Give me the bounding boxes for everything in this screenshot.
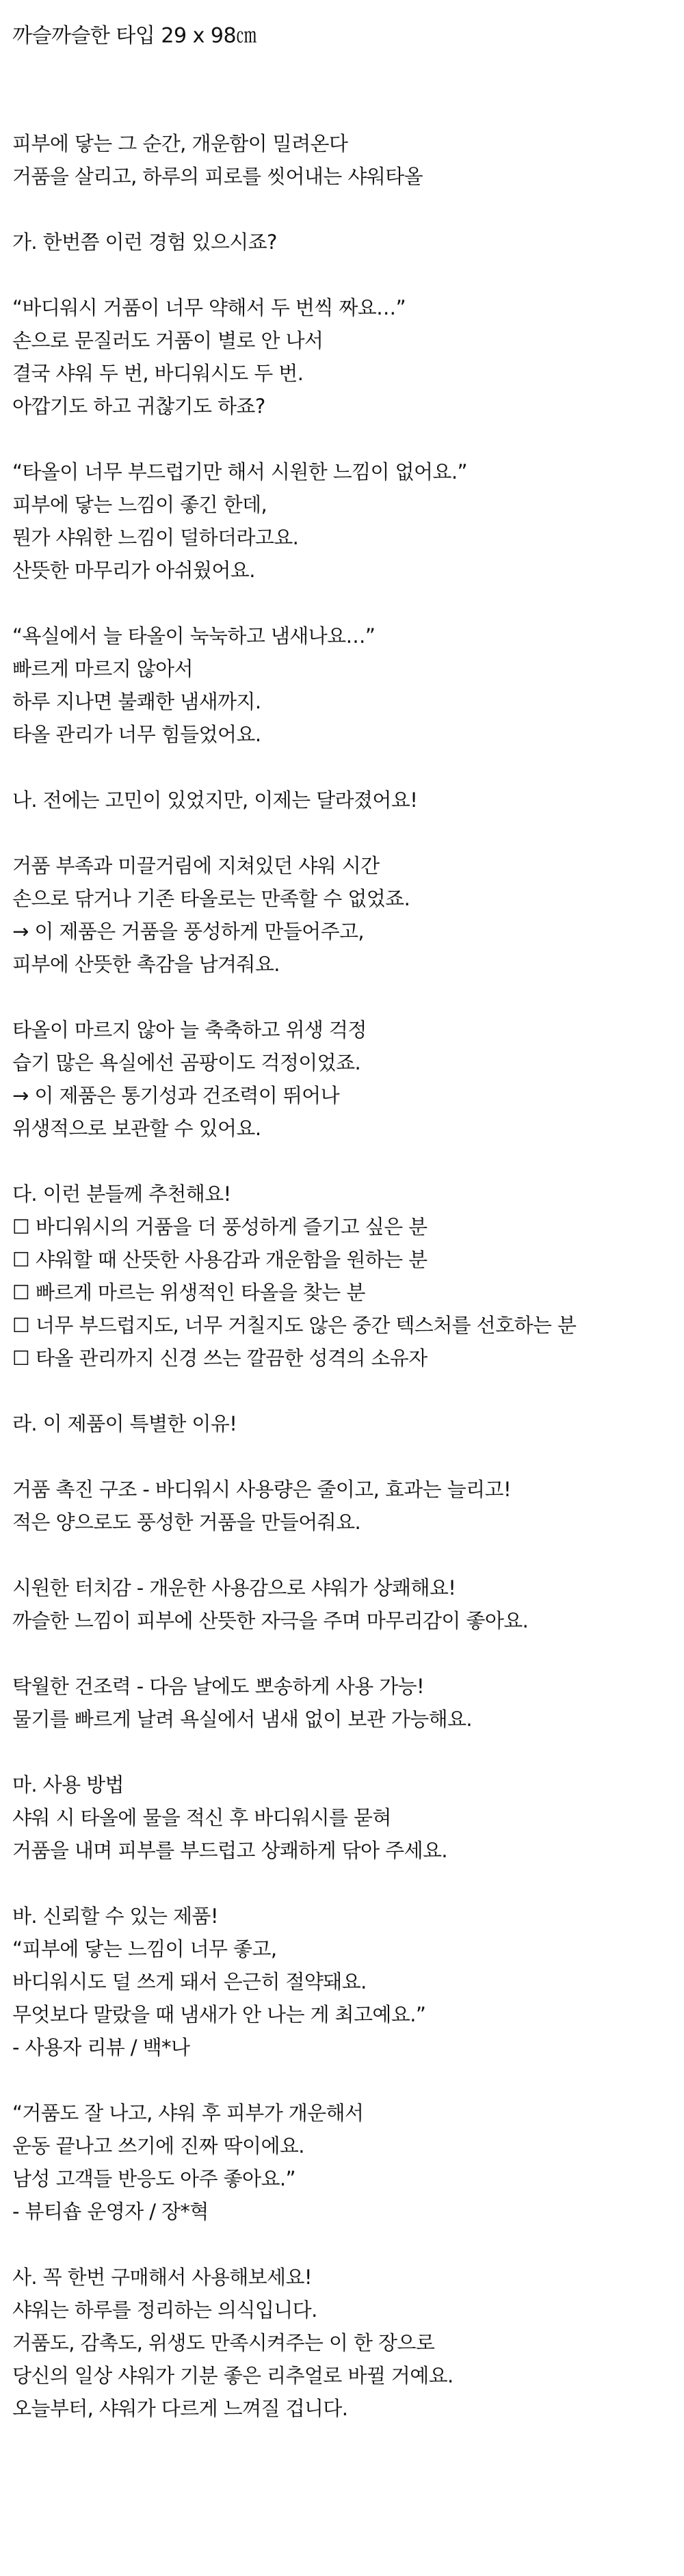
- text-line: 다. 이런 분들께 추천해요!: [12, 1182, 231, 1206]
- text-line: ☐ 너무 부드럽지도, 너무 거칠지도 않은 중간 텍스처를 선호하는 분: [12, 1314, 577, 1337]
- text-line: 거품 부족과 미끌거림에 지쳐있던 샤워 시간: [12, 854, 380, 877]
- product-title: 까슬까슬한 타입 29 x 98㎝: [12, 24, 256, 48]
- text-line: ☐ 빠르게 마르는 위생적인 타올을 찾는 분: [12, 1281, 365, 1304]
- text-line: 피부에 닿는 그 순간, 개운함이 밀려온다: [12, 132, 348, 155]
- text-line: 타올이 마르지 않아 늘 축축하고 위생 걱정: [12, 1018, 367, 1041]
- text-line: 위생적으로 보관할 수 있어요.: [12, 1117, 261, 1140]
- text-line: 습기 많은 욕실에선 곰팡이도 걱정이었죠.: [12, 1051, 361, 1074]
- text-line: “타올이 너무 부드럽기만 해서 시원한 느낌이 없어요.”: [12, 460, 467, 483]
- text-line: → 이 제품은 거품을 풍성하게 만들어주고,: [12, 920, 365, 943]
- text-line: 뭔가 샤워한 느낌이 덜하더라고요.: [12, 526, 299, 549]
- text-line: 결국 샤워 두 번, 바디워시도 두 번.: [12, 362, 304, 385]
- text-line: “바디워시 거품이 너무 약해서 두 번씩 짜요…”: [12, 296, 406, 319]
- text-line: 마. 사용 방법: [12, 1773, 124, 1796]
- text-line: 당신의 일상 샤워가 기분 좋은 리추얼로 바뀔 거예요.: [12, 2364, 453, 2387]
- text-line: → 이 제품은 통기성과 건조력이 뛰어나: [12, 1084, 340, 1107]
- text-line: ☐ 타올 관리까지 신경 쓰는 깔끔한 성격의 소유자: [12, 1346, 428, 1370]
- text-line: 손으로 닦거나 기존 타올로는 만족할 수 없었죠.: [12, 887, 410, 910]
- text-line: 바. 신뢰할 수 있는 제품!: [12, 1904, 218, 1928]
- text-line: 적은 양으로도 풍성한 거품을 만들어줘요.: [12, 1511, 361, 1534]
- text-line: ☐ 바디워시의 거품을 더 풍성하게 즐기고 싶은 분: [12, 1215, 428, 1238]
- text-line: 산뜻한 마무리가 아쉬웠어요.: [12, 559, 255, 582]
- text-line: 무엇보다 말랐을 때 냄새가 안 나는 게 최고예요.”: [12, 2003, 426, 2026]
- text-line: 시원한 터치감 - 개운한 사용감으로 샤워가 상쾌해요!: [12, 1576, 456, 1599]
- text-line: 타올 관리가 너무 힘들었어요.: [12, 723, 261, 746]
- text-line: 사. 꼭 한번 구매해서 사용해보세요!: [12, 2266, 312, 2289]
- text-line: 오늘부터, 샤워가 다르게 느껴질 겁니다.: [12, 2397, 348, 2420]
- text-line: “거품도 잘 나고, 샤워 후 피부가 개운해서: [12, 2101, 364, 2125]
- text-line: 샤워 시 타올에 물을 적신 후 바디워시를 묻혀: [12, 1806, 391, 1829]
- text-line: 탁월한 건조력 - 다음 날에도 뽀송하게 사용 가능!: [12, 1675, 425, 1698]
- text-line: 손으로 문질러도 거품이 별로 안 나서: [12, 329, 324, 352]
- text-line: 피부에 닿는 느낌이 좋긴 한데,: [12, 493, 267, 516]
- text-line: ☐ 샤워할 때 산뜻한 사용감과 개운함을 원하는 분: [12, 1248, 428, 1271]
- text-line: 거품 촉진 구조 - 바디워시 사용량은 줄이고, 효과는 늘리고!: [12, 1478, 511, 1501]
- text-line: 운동 끝나고 쓰기에 진짜 딱이에요.: [12, 2134, 304, 2157]
- text-line: 거품도, 감촉도, 위생도 만족시켜주는 이 한 장으로: [12, 2331, 435, 2354]
- text-line: 라. 이 제품이 특별한 이유!: [12, 1412, 237, 1435]
- text-line: “피부에 닿는 느낌이 너무 좋고,: [12, 1937, 277, 1961]
- text-line: 가. 한번쯤 이런 경험 있으시죠?: [12, 230, 277, 254]
- text-line: 나. 전에는 고민이 있었지만, 이제는 달라졌어요!: [12, 788, 418, 812]
- text-line: 샤워는 하루를 정리하는 의식입니다.: [12, 2298, 317, 2322]
- text-line: 아깝기도 하고 귀찮기도 하죠?: [12, 395, 265, 418]
- text-line: 거품을 내며 피부를 부드럽고 상쾌하게 닦아 주세요.: [12, 1839, 448, 1862]
- text-line: 피부에 산뜻한 촉감을 남겨줘요.: [12, 953, 280, 976]
- text-line: 물기를 빠르게 날려 욕실에서 냄새 없이 보관 가능해요.: [12, 1708, 473, 1731]
- text-line: 하루 지나면 불쾌한 냄새까지.: [12, 690, 261, 713]
- text-line: 바디워시도 덜 쓰게 돼서 은근히 절약돼요.: [12, 1970, 367, 1993]
- text-line: - 사용자 리뷰 / 백*나: [12, 2036, 190, 2059]
- text-line: 거품을 살리고, 하루의 피로를 씻어내는 샤워타올: [12, 165, 423, 188]
- text-line: “욕실에서 늘 타올이 눅눅하고 냄새나요…”: [12, 624, 376, 648]
- text-line: 빠르게 마르지 않아서: [12, 657, 193, 680]
- text-line: 까슬한 느낌이 피부에 산뜻한 자극을 주며 마무리감이 좋아요.: [12, 1609, 529, 1632]
- text-line: - 뷰티숍 운영자 / 장*혁: [12, 2200, 209, 2223]
- text-line: 남성 고객들 반응도 아주 좋아요.”: [12, 2167, 295, 2190]
